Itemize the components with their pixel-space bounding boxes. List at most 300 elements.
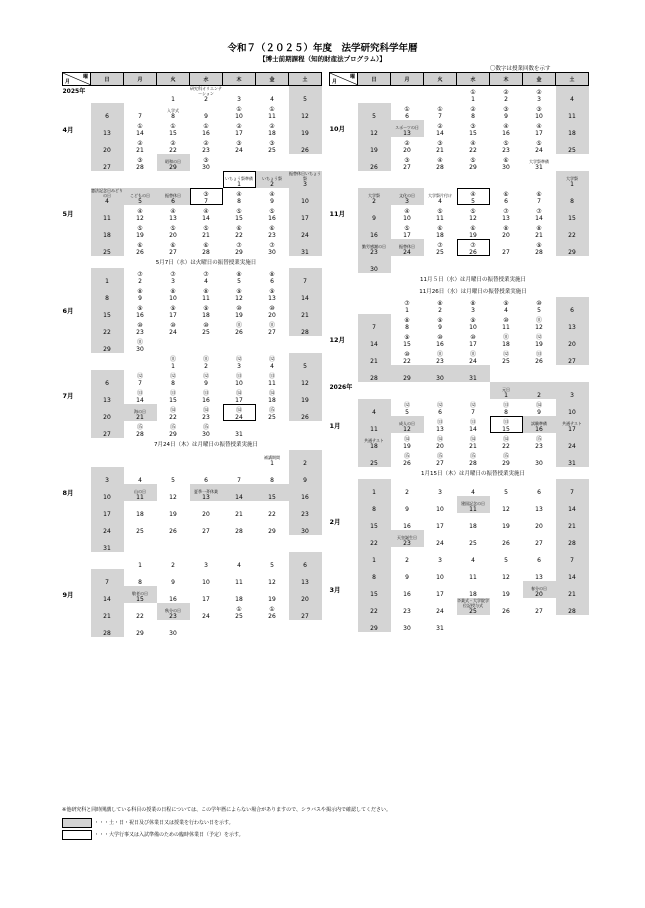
day-cell: [157, 387, 190, 404]
day-cell: [391, 314, 424, 331]
day-number: 21: [136, 147, 144, 154]
class-count: ①: [236, 106, 242, 113]
day-number: 3: [204, 562, 208, 569]
day-number: 27: [502, 249, 510, 256]
week-row: [330, 120, 589, 137]
event-label: 大学祭片付け: [428, 193, 452, 198]
class-count: ⑧: [404, 317, 410, 324]
day-cell: [391, 256, 424, 273]
month-name: 4月: [62, 126, 74, 134]
day-number: 12: [370, 130, 378, 137]
day-number: 6: [438, 409, 442, 416]
day-cell: [223, 501, 256, 518]
day-cell: [391, 365, 424, 382]
day-number: 29: [169, 164, 177, 171]
week-row: [63, 137, 322, 154]
page-subtitle: 【博士前期課程（知的財産法プログラム）】: [259, 55, 386, 63]
day-cell: [157, 319, 190, 336]
day-number: 4: [504, 307, 508, 314]
day-cell: [556, 188, 589, 205]
class-count: ⑬: [268, 373, 275, 380]
day-cell: [289, 222, 322, 239]
day-cell: [391, 86, 424, 104]
event-label: 補講期間: [264, 455, 280, 460]
day-cell: [190, 222, 223, 239]
day-cell: [91, 336, 124, 353]
day-number: 22: [169, 147, 177, 154]
day-cell: [523, 205, 556, 222]
class-count: ⑧: [137, 288, 143, 295]
day-cell: [556, 331, 589, 348]
day-number: 10: [436, 506, 444, 513]
month-label: [63, 268, 91, 353]
class-count: ⑭: [436, 436, 443, 443]
day-cell: [424, 188, 457, 205]
day-cell: [190, 205, 223, 222]
day-number: 25: [268, 414, 276, 421]
day-cell: [556, 598, 589, 615]
day-cell: [490, 615, 523, 632]
legend-box-text: ・・・大学行事又は入試準備のための臨時休業日（予定）を示す。: [94, 832, 244, 838]
day-cell: [190, 137, 223, 154]
day-number: 24: [436, 608, 444, 615]
day-number: 2: [270, 181, 274, 188]
day-number: 1: [171, 363, 175, 370]
class-count: ⑪: [268, 322, 275, 329]
day-cell: [124, 603, 157, 620]
day-cell: [124, 120, 157, 137]
day-header: 水: [190, 73, 223, 86]
day-number: 10: [436, 574, 444, 581]
day-cell: [256, 370, 289, 387]
day-cell: [457, 103, 490, 120]
day-cell: [424, 205, 457, 222]
day-number: 13: [202, 494, 210, 501]
day-cell: [289, 518, 322, 535]
day-cell: [157, 285, 190, 302]
event-label: 大学祭準備: [529, 159, 549, 164]
day-number: 11: [235, 579, 243, 586]
day-cell: [457, 171, 490, 188]
day-cell: [91, 268, 124, 285]
class-count: ⑥: [236, 225, 242, 232]
day-number: 18: [202, 312, 210, 319]
day-cell: [358, 239, 391, 256]
class-count: ⑪: [502, 334, 509, 341]
day-number: 30: [502, 164, 510, 171]
event-label: 海の日: [134, 409, 146, 414]
legend-footnote: ※他研究科と同時開講している科目の授業の日程については、この学年暦によらない場合がありますので、シラバスや掲示内で確認してください。: [62, 807, 391, 813]
class-count: ②: [170, 140, 176, 147]
day-cell: [256, 620, 289, 637]
class-count: ⑭: [268, 390, 275, 397]
day-number: 15: [469, 130, 477, 137]
week-row: [330, 433, 589, 450]
class-count: ⑩: [236, 305, 242, 312]
day-number: 13: [301, 579, 309, 586]
day-number: 21: [436, 147, 444, 154]
day-cell: [358, 154, 391, 171]
week-row: [63, 353, 322, 370]
day-number: 3: [237, 363, 241, 370]
month-name: 6月: [62, 307, 74, 315]
day-cell: [190, 535, 223, 552]
day-cell: [157, 103, 190, 120]
day-cell: [523, 433, 556, 450]
day-number: 7: [138, 113, 142, 120]
day-cell: [157, 370, 190, 387]
day-number: 3: [237, 96, 241, 103]
day-cell: [91, 535, 124, 552]
day-number: 19: [535, 341, 543, 348]
week-row: [63, 103, 322, 120]
day-number: 2: [537, 392, 541, 399]
day-cell: [457, 598, 490, 615]
day-cell: [523, 496, 556, 513]
class-count: ⑤: [269, 208, 275, 215]
day-number: 4: [204, 278, 208, 285]
day-cell: [358, 137, 391, 154]
day-number: 1: [105, 278, 109, 285]
class-count: ⑤: [503, 140, 509, 147]
class-count: ⑪: [436, 351, 443, 358]
day-number: 2: [405, 557, 409, 564]
day-number: 7: [471, 409, 475, 416]
day-cell: [523, 513, 556, 530]
day-cell: [289, 370, 322, 387]
day-number: 29: [268, 528, 276, 535]
day-number: 23: [136, 329, 144, 336]
day-number: 27: [268, 329, 276, 336]
day-number: 13: [403, 130, 411, 137]
day-number: 19: [136, 232, 144, 239]
day-cell: [490, 222, 523, 239]
day-cell: [490, 188, 523, 205]
day-cell: [289, 586, 322, 603]
event-label: 山の日: [134, 489, 146, 494]
day-header: 金: [256, 73, 289, 86]
day-cell: [358, 365, 391, 382]
day-cell: [490, 513, 523, 530]
day-cell: [91, 86, 124, 104]
day-number: 26: [169, 528, 177, 535]
class-count: ⑬: [502, 402, 509, 409]
day-number: 23: [169, 613, 177, 620]
day-cell: [190, 302, 223, 319]
day-number: 2: [372, 198, 376, 205]
day-cell: [391, 348, 424, 365]
day-cell: [223, 353, 256, 370]
day-number: 15: [235, 215, 243, 222]
week-row: [63, 188, 322, 205]
day-number: 20: [103, 414, 111, 421]
day-cell: [556, 297, 589, 314]
class-count: ⑦: [236, 242, 242, 249]
day-cell: [190, 518, 223, 535]
calendar-left: [62, 72, 322, 637]
day-cell: [124, 171, 157, 188]
day-number: 26: [301, 147, 309, 154]
day-cell: [157, 86, 190, 104]
class-count: ⑮: [136, 424, 143, 431]
footnote-row: 11月26日（水）は月曜日の振替授業実施日: [419, 289, 527, 295]
day-number: 17: [169, 312, 177, 319]
day-cell: [490, 399, 523, 416]
month-label: [330, 479, 358, 547]
day-cell: [256, 103, 289, 120]
day-cell: [223, 620, 256, 637]
class-count: ⑭: [535, 402, 542, 409]
day-number: 28: [469, 460, 477, 467]
day-cell: [424, 365, 457, 382]
day-number: 12: [403, 426, 411, 433]
day-cell: [358, 615, 391, 632]
week-row: [330, 496, 589, 513]
day-number: 26: [268, 613, 276, 620]
day-number: 18: [436, 232, 444, 239]
day-cell: [91, 467, 124, 484]
day-cell: [391, 137, 424, 154]
day-cell: [256, 188, 289, 205]
day-cell: [523, 154, 556, 171]
day-cell: [457, 331, 490, 348]
class-count: ②: [536, 89, 542, 96]
day-number: 27: [103, 164, 111, 171]
class-count: ⑫: [535, 334, 542, 341]
day-number: 11: [502, 324, 510, 331]
day-cell: [424, 581, 457, 598]
day-number: 16: [535, 426, 543, 433]
day-cell: [91, 222, 124, 239]
day-number: 2: [504, 96, 508, 103]
day-number: 1: [372, 489, 376, 496]
day-number: 18: [136, 511, 144, 518]
class-count: ⑦: [437, 242, 443, 249]
day-number: 28: [370, 375, 378, 382]
day-number: 14: [370, 341, 378, 348]
day-number: 17: [469, 341, 477, 348]
day-number: 16: [202, 130, 210, 137]
event-label: 研究科オリエンテーション: [190, 86, 222, 96]
week-row: [330, 188, 589, 205]
day-number: 26: [136, 249, 144, 256]
week-row: [63, 239, 322, 256]
week-row: [330, 547, 589, 564]
calendar-right: [329, 72, 589, 632]
month-name: 2月: [329, 518, 341, 526]
class-count: ⑭: [169, 407, 176, 414]
day-cell: [223, 518, 256, 535]
day-header: 日: [358, 73, 391, 86]
day-number: 4: [270, 363, 274, 370]
day-cell: [457, 513, 490, 530]
day-number: 31: [469, 375, 477, 382]
day-cell: [289, 620, 322, 637]
day-number: 18: [469, 523, 477, 530]
day-cell: [223, 222, 256, 239]
day-cell: [556, 564, 589, 581]
day-cell: [124, 620, 157, 637]
day-cell: [490, 598, 523, 615]
day-number: 29: [469, 164, 477, 171]
day-number: 28: [568, 608, 576, 615]
day-number: 30: [202, 164, 210, 171]
week-row: [330, 479, 589, 496]
class-count: ④: [236, 191, 242, 198]
day-number: 24: [436, 540, 444, 547]
day-cell: [358, 513, 391, 530]
day-cell: [457, 530, 490, 547]
week-row: [330, 450, 589, 467]
day-number: 28: [202, 249, 210, 256]
day-cell: [91, 154, 124, 171]
day-cell: [289, 404, 322, 421]
class-count: ①: [269, 106, 275, 113]
class-count: ⑤: [203, 225, 209, 232]
day-number: 5: [537, 307, 541, 314]
day-cell: [190, 86, 223, 104]
day-cell: [223, 370, 256, 387]
day-number: 4: [471, 557, 475, 564]
class-count: ②: [404, 140, 410, 147]
class-count: ⑤: [137, 225, 143, 232]
class-count: ⑪: [136, 339, 143, 346]
class-count: ⑫: [436, 402, 443, 409]
day-number: 17: [436, 591, 444, 598]
day-cell: [556, 314, 589, 331]
day-number: 19: [235, 312, 243, 319]
day-number: 7: [537, 198, 541, 205]
day-cell: [190, 285, 223, 302]
day-cell: [91, 171, 124, 188]
day-cell: [391, 103, 424, 120]
class-count: ⑪: [169, 356, 176, 363]
class-count: ①: [236, 606, 242, 613]
class-count: ⑥: [470, 225, 476, 232]
day-cell: [289, 353, 322, 370]
day-cell: [157, 450, 190, 467]
day-cell: [556, 365, 589, 382]
day-cell: [490, 331, 523, 348]
day-cell: [358, 331, 391, 348]
day-cell: [223, 302, 256, 319]
day-number: 7: [570, 489, 574, 496]
day-number: 30: [370, 266, 378, 273]
week-row: [330, 314, 589, 331]
day-cell: [523, 382, 556, 399]
day-number: 12: [301, 113, 309, 120]
day-cell: [190, 569, 223, 586]
class-count: ⑬: [169, 390, 176, 397]
day-number: 22: [235, 232, 243, 239]
day-cell: [157, 421, 190, 438]
day-cell: [256, 86, 289, 104]
day-number: 17: [568, 426, 576, 433]
day-number: 11: [103, 215, 111, 222]
day-number: 14: [568, 574, 576, 581]
day-cell: [556, 120, 589, 137]
day-number: 14: [301, 295, 309, 302]
week-row: [330, 530, 589, 547]
day-number: 18: [469, 591, 477, 598]
day-number: 2: [204, 363, 208, 370]
day-cell: [523, 256, 556, 273]
day-cell: [157, 302, 190, 319]
day-cell: [523, 581, 556, 598]
day-cell: [190, 467, 223, 484]
class-count: ⑪: [202, 356, 209, 363]
day-number: 16: [268, 215, 276, 222]
day-cell: [190, 404, 223, 421]
day-number: 12: [502, 506, 510, 513]
day-cell: [256, 353, 289, 370]
day-number: 14: [436, 130, 444, 137]
day-cell: [124, 450, 157, 467]
day-cell: [556, 479, 589, 496]
day-number: 21: [535, 232, 543, 239]
day-cell: [256, 205, 289, 222]
day-number: 3: [105, 477, 109, 484]
day-number: 6: [204, 477, 208, 484]
event-label: スポーツの日: [395, 125, 419, 130]
day-number: 15: [403, 341, 411, 348]
day-cell: [457, 188, 490, 205]
day-header: 木: [490, 73, 523, 86]
week-row: [330, 297, 589, 314]
day-cell: [124, 467, 157, 484]
day-cell: [391, 496, 424, 513]
day-number: 1: [504, 392, 508, 399]
day-cell: [457, 314, 490, 331]
day-cell: [157, 205, 190, 222]
class-count: ⑩: [137, 322, 143, 329]
event-label: 試験準備: [531, 421, 547, 426]
day-cell: [91, 569, 124, 586]
class-count: ⑩: [170, 322, 176, 329]
day-number: 20: [301, 596, 309, 603]
day-number: 10: [469, 324, 477, 331]
event-label: 共通テスト: [364, 438, 384, 443]
day-cell: [190, 620, 223, 637]
day-cell: [424, 382, 457, 399]
day-number: 3: [537, 96, 541, 103]
day-number: 29: [136, 630, 144, 637]
day-number: 25: [235, 613, 243, 620]
class-count: ③: [470, 123, 476, 130]
day-number: 10: [235, 113, 243, 120]
class-count: ④: [470, 191, 476, 198]
class-count: ⑧: [536, 225, 542, 232]
day-number: 15: [169, 130, 177, 137]
day-number: 21: [370, 358, 378, 365]
day-number: 3: [303, 181, 307, 188]
day-cell: [523, 331, 556, 348]
week-row: [63, 222, 322, 239]
day-number: 20: [103, 147, 111, 154]
day-cell: [391, 513, 424, 530]
day-number: 23: [301, 511, 309, 518]
day-number: 6: [105, 113, 109, 120]
day-cell: [490, 365, 523, 382]
class-count: ⑩: [203, 322, 209, 329]
day-cell: [457, 450, 490, 467]
class-count: ⑨: [236, 288, 242, 295]
day-cell: [358, 399, 391, 416]
day-header: 月: [391, 73, 424, 86]
day-number: 28: [235, 528, 243, 535]
day-number: 22: [136, 613, 144, 620]
day-cell: [190, 154, 223, 171]
